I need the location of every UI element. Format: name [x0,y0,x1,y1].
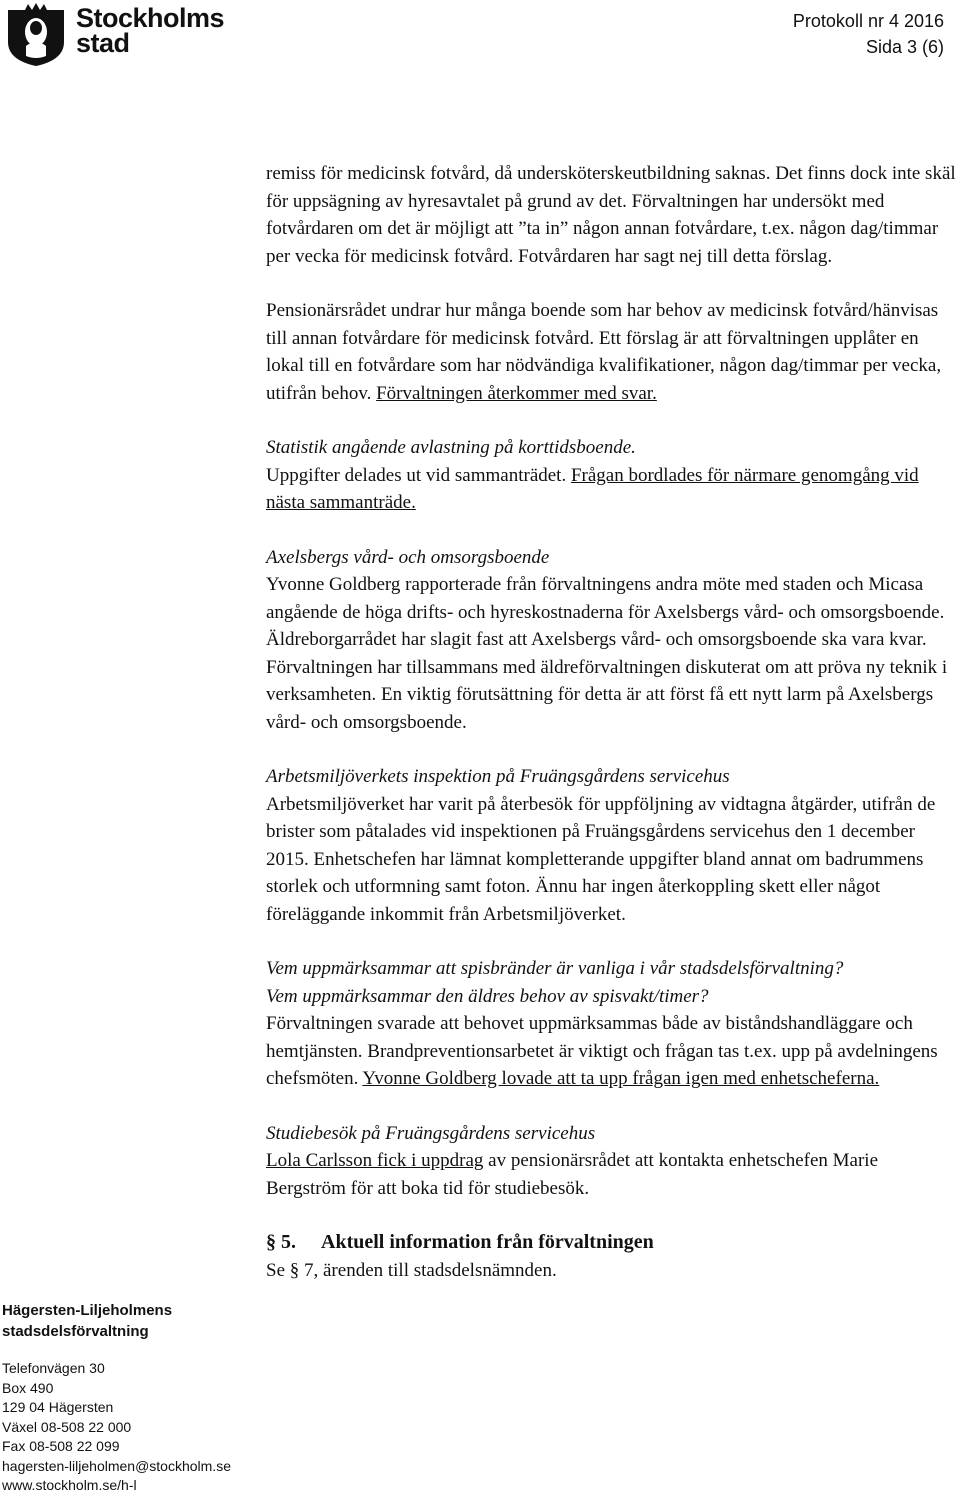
decision-text: Lola Carlsson fick i uppdrag [266,1150,484,1171]
section-statistics [266,434,960,517]
protocol-number: Protokoll nr 4 2016 [792,11,944,31]
logo-line-1: Stockholms [76,3,225,33]
section-5-text: Se § 7, ärenden till stadsdelsnämnden. [266,1259,557,1281]
address-street: Telefonvägen 30 [2,1360,105,1376]
stockholm-crest-icon [4,2,68,68]
document-body [266,160,960,1284]
section-axelsberg [266,544,960,737]
organization-name [2,1300,231,1342]
paragraph-text: av pensionärsrådet att kontakta enhetschefen Marie Bergström för att boka tid för studiebesök. [266,1150,879,1199]
section-stove-fires [266,955,960,1093]
paragraph-text: Förvaltningen svarade att behovet uppmärksammas både av biståndshandläggare och hemtjänsten. Brandpreventionsarbetet är viktigt och frågan tas t.ex. upp på avdelningens chefsmöten. [266,1013,938,1089]
section-heading: Vem uppmärksammar att spisbränder är vanliga i vår stadsdelsförvaltning? [266,958,844,979]
email-address[interactable]: hagersten-liljeholmen@stockholm.se [2,1457,231,1474]
decision-text: Yvonne Goldberg lovade att ta upp frågan igen med enhetscheferna. [362,1068,880,1089]
section-title: Aktuell information från förvaltningen [321,1231,654,1253]
section-heading: Arbetsmiljöverkets inspektion på Fruängsgårdens servicehus [266,766,730,787]
paragraph-text: Uppgifter delades ut vid sammanträdet. [266,464,571,486]
paragraph-text: Pensionärsrådet undrar hur många boende som har behov av medicinsk fotvård/hänvisas till annan fotvårdare för medicinsk fotvård. Ett förslag är att förvaltningen upplåter en lokal till en fotvårdare som har nödvändiga kvalifikationer, någon dag/timmar per vecka, utifrån behov. [266,300,942,404]
page-header-info [793,8,944,60]
decision-text: Frågan bordlades för närmare genomgång vid nästa sammanträde. [266,464,919,513]
address-box: Box 490 [2,1379,54,1396]
section-heading: Axelsbergs vård- och omsorgsboende [266,546,550,568]
section-heading: Studiebesök på Fruängsgårdens servicehus [266,1122,596,1144]
section-work-environment [266,763,960,928]
stockholm-logo [4,2,224,68]
decision-text: Förvaltningen återkommer med svar. [376,382,657,404]
paragraph-foot-care: remiss för medicinsk fotvård, då undersköterskeutbildning saknas. Det finns dock inte skäl för uppsägning av hyresavtalet på grund av det. Förvaltningen har undersökt med fotvårdaren om det är möjligt att ”ta in” någon annan fotvårdare, t.ex. någon dag/timmar per vecka för medicinsk fotvård. Fotvårdaren har sagt nej till detta förslag. [266,163,956,267]
page-number: Sida 3 (6) [865,37,944,57]
section-text [266,1147,960,1202]
section-text: Arbetsmiljöverket har varit på återbesök för uppföljning av vidtagna åtgärder, utifrån de brister som påtalades vid inspektionen på Fruängsgårdens servicehus den 1 december 2015. Enhetschefen har lämnat kompletterande uppgifter bland annat om badrummens storlek och utformning samt foton. Ännu har ingen återkoppling skett eller något föreläggande inkommit från Arbetsmiljöverket. [266,793,936,925]
paragraph-pensioner-council [266,297,960,407]
phone-number: Växel 08-508 22 000 [2,1418,132,1435]
footer-contact [2,1300,231,1496]
org-line-2: stadsdelsförvaltning [2,1323,149,1340]
logo-line-2: stad [76,28,130,58]
section-text [266,462,960,517]
section-text: Yvonne Goldberg rapporterade från förvaltningens andra möte med staden och Micasa angående de höga drifts- och hyreskostnaderna för Axelsbergs vård- och omsorgsboende. Äldreborgarrådet har slagit fast att Axelsbergs vård- och omsorgsboende ska vara kvar. Förvaltningen har tillsammans med äldreförvaltningen diskuterat om att pröva ny teknik i verksamheten. En viktig förutsättning för detta är att först få ett nytt larm på Axelsbergs vård- och omsorgsboende. [266,574,948,733]
section-subheading: Vem uppmärksammar den äldres behov av spisvakt/timer? [266,985,709,1007]
address-postal: 129 04 Hägersten [2,1399,114,1415]
website-link[interactable]: www.stockholm.se/h-l [2,1477,137,1493]
section-text [266,1010,960,1093]
fax-number: Fax 08-508 22 099 [2,1438,120,1454]
section-5-heading [266,1229,960,1257]
section-study-visit [266,1120,960,1203]
section-heading: Statistik angående avlastning på korttidsboende. [266,437,636,458]
org-line-1: Hägersten-Liljeholmens [2,1302,173,1319]
section-number: § 5. [266,1231,296,1253]
